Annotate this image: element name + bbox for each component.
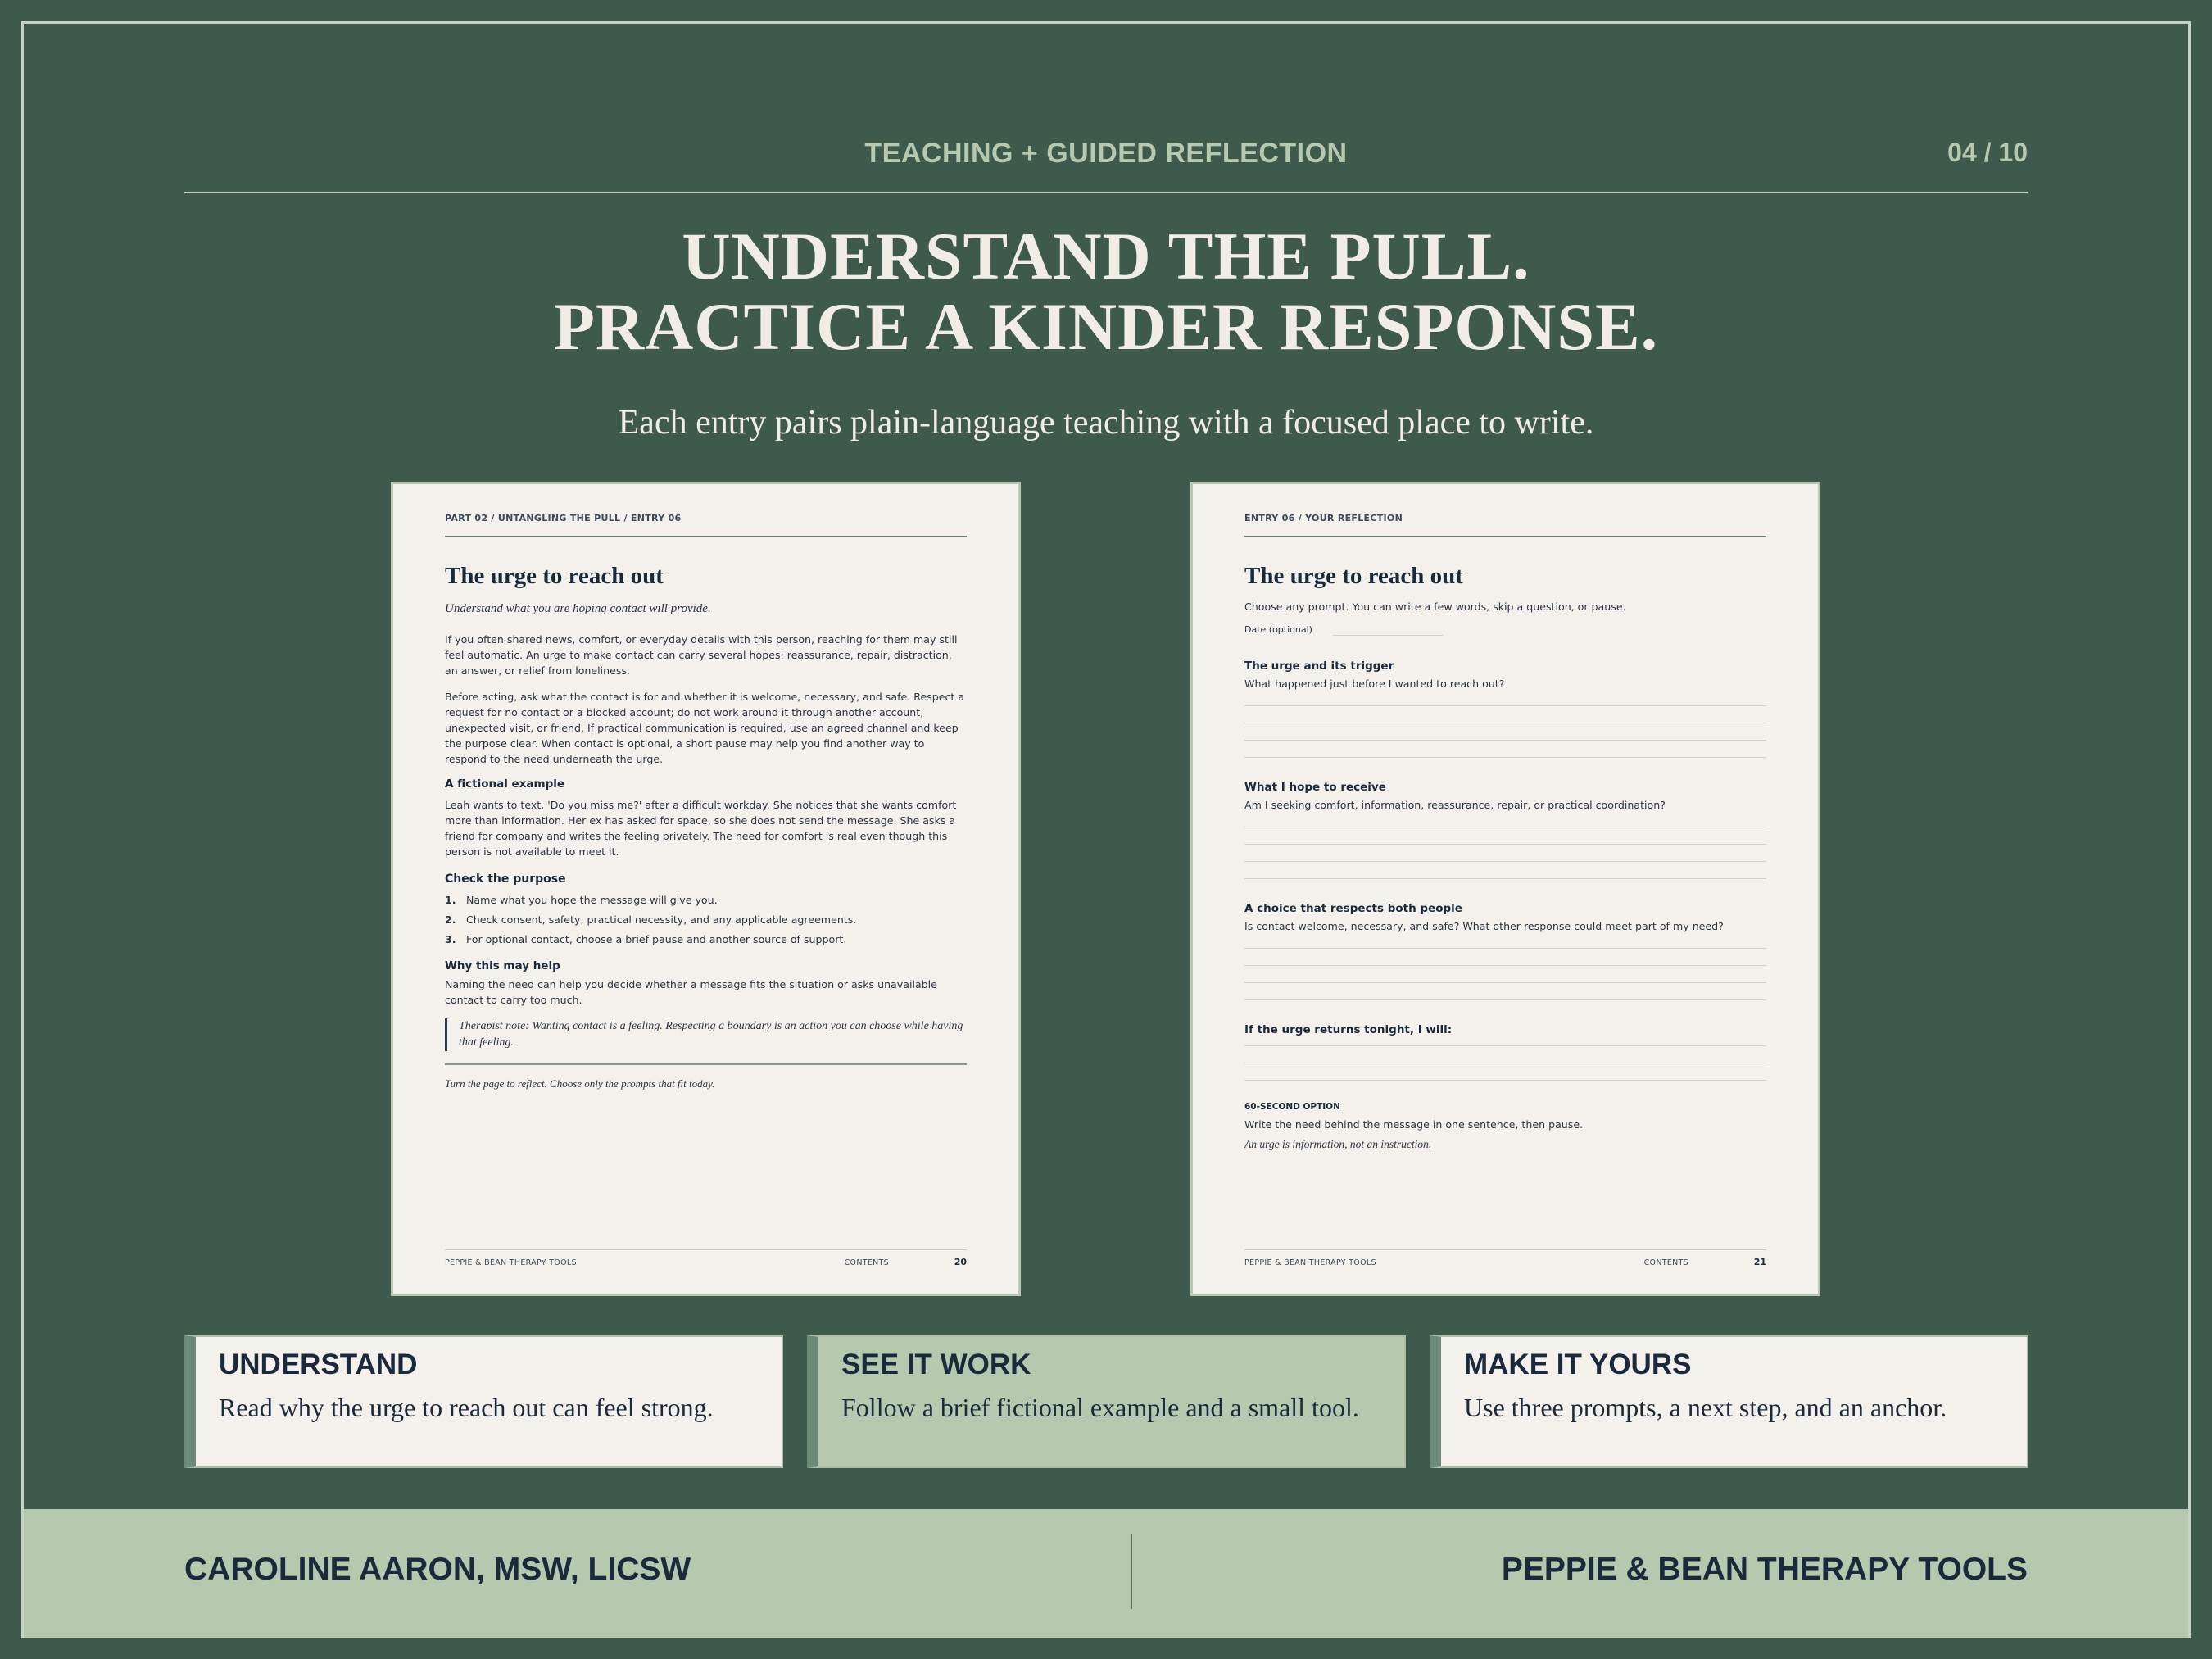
why-text: Naming the need can help you decide whether a message fits the situation or asks unavailable contact to carry too much. (445, 978, 937, 1006)
brand-name: PEPPIE & BEAN THERAPY TOOLS (1501, 1552, 2028, 1587)
writing-line[interactable] (1244, 861, 1766, 862)
writing-line[interactable] (1244, 965, 1766, 966)
why-heading: Why this may help (445, 959, 560, 972)
writing-line[interactable] (1244, 948, 1766, 949)
teaching-page (391, 482, 1021, 1296)
footer-contents-link[interactable]: CONTENTS (1643, 1258, 1688, 1267)
page-header: PART 02 / UNTANGLING THE PULL / ENTRY 06 (445, 513, 967, 537)
prompt-1-text: What happened just before I wanted to reach out? (1244, 678, 1505, 690)
make-it-yours-card (1430, 1335, 2028, 1468)
page-paragraph-1: If you often shared news, comfort, or everyday details with this person, reaching for them may still feel automatic. An urge to make contact can carry several hopes: reassurance, repair, distraction, an answer, or relief from loneliness. (445, 633, 958, 677)
page-footer (1244, 1249, 1766, 1274)
prompt-3-heading: A choice that respects both people (1244, 902, 1462, 915)
prompt-2-heading: What I hope to receive (1244, 781, 1386, 794)
card-heading: UNDERSTAND (219, 1349, 418, 1380)
card-body: Read why the urge to reach out can feel strong. (219, 1393, 714, 1422)
card-body: Follow a brief fictional example and a small tool. (841, 1393, 1359, 1422)
date-field[interactable] (1333, 635, 1443, 636)
therapist-note: Therapist note: Wanting contact is a feeling. Respecting a boundary is an action you can choose while having that feeling. (445, 1018, 967, 1051)
page-divider (445, 1063, 967, 1065)
writing-line[interactable] (1244, 982, 1766, 983)
writing-line[interactable] (1244, 1045, 1766, 1046)
list-item: 2. Check consent, safety, practical necessity, and any applicable agreements. (445, 913, 857, 926)
slide-kicker: TEACHING + GUIDED REFLECTION (864, 138, 1348, 169)
reflection-intro: Choose any prompt. You can write a few words, skip a question, or pause. (1244, 601, 1626, 613)
date-label: Date (optional) (1244, 624, 1312, 635)
prompt-1-heading: The urge and its trigger (1244, 660, 1394, 673)
option-text: Write the need behind the message in one sentence, then pause. (1244, 1118, 1584, 1131)
reflection-anchor: An urge is information, not an instruction. (1244, 1138, 1432, 1150)
footer-brand: PEPPIE & BEAN THERAPY TOOLS (1244, 1258, 1376, 1267)
slide-footer (24, 1509, 2188, 1638)
writing-line[interactable] (1244, 999, 1766, 1000)
writing-line[interactable] (1244, 757, 1766, 758)
see-it-work-card (807, 1335, 1406, 1468)
prompt-3-text: Is contact welcome, necessary, and safe? What other response could meet part of my need? (1244, 920, 1724, 932)
footer-page-number: 21 (1753, 1257, 1766, 1267)
footer-page-number: 20 (954, 1257, 967, 1267)
page-title: The urge to reach out (1244, 563, 1463, 589)
prompt-4-heading: If the urge returns tonight, I will: (1244, 1023, 1453, 1036)
title-line-1: UNDERSTAND THE PULL. (682, 219, 1530, 293)
prompt-2-text: Am I seeking comfort, information, reassurance, repair, or practical coordination? (1244, 799, 1666, 811)
writing-line[interactable] (1244, 878, 1766, 879)
check-heading: Check the purpose (445, 873, 566, 886)
slide-header (184, 134, 2028, 193)
footer-divider (1131, 1534, 1132, 1609)
title-line-2: PRACTICE A KINDER RESPONSE. (553, 289, 1659, 364)
slide-subtitle: Each entry pairs plain-language teaching with a focused place to write. (618, 404, 1594, 442)
turn-note: Turn the page to reflect. Choose only the prompts that fit today. (445, 1077, 715, 1090)
page-header: ENTRY 06 / YOUR REFLECTION (1244, 513, 1766, 537)
understand-card (184, 1335, 783, 1468)
steps-list (445, 894, 967, 953)
writing-line[interactable] (1244, 844, 1766, 845)
list-item: 3. For optional contact, choose a brief pause and another source of support. (445, 933, 847, 945)
footer-contents-link[interactable]: CONTENTS (844, 1258, 889, 1267)
slide-title (0, 221, 2212, 362)
writing-line[interactable] (1244, 740, 1766, 741)
author-credit: CAROLINE AARON, MSW, LICSW (184, 1552, 691, 1587)
writing-line[interactable] (1244, 1080, 1766, 1081)
card-body: Use three prompts, a next step, and an anchor. (1464, 1393, 1947, 1422)
card-heading: SEE IT WORK (841, 1349, 1031, 1380)
card-heading: MAKE IT YOURS (1464, 1349, 1692, 1380)
option-label: 60-SECOND OPTION (1244, 1102, 1340, 1112)
page-title: The urge to reach out (445, 563, 664, 589)
list-item: 1. Name what you hope the message will give you. (445, 894, 718, 906)
reflection-page (1190, 482, 1820, 1296)
slide-page-number: 04 / 10 (1947, 138, 2028, 167)
example-heading: A fictional example (445, 777, 565, 791)
writing-line[interactable] (1244, 705, 1766, 706)
example-text: Leah wants to text, 'Do you miss me?' after a difficult workday. She notices that she wants comfort more than information. Her ex has asked for space, so she does not send the message. She asks a friend for company and writes the feeling privately. The need for comfort is real even though this person is not available to meet it. (445, 799, 957, 858)
footer-brand: PEPPIE & BEAN THERAPY TOOLS (445, 1258, 577, 1267)
page-footer (445, 1249, 967, 1274)
page-paragraph-2: Before acting, ask what the contact is for and whether it is welcome, necessary, and safe. Respect a request for no contact or a blocked account; do not work around it through another account, unexpected visit, or friend. If practical communication is required, use an agreed channel and keep the purpose clear. When contact is optional, a short pause may help you find another way to respond to the need underneath the urge. (445, 691, 965, 765)
page-lead: Understand what you are hoping contact will provide. (445, 602, 711, 615)
